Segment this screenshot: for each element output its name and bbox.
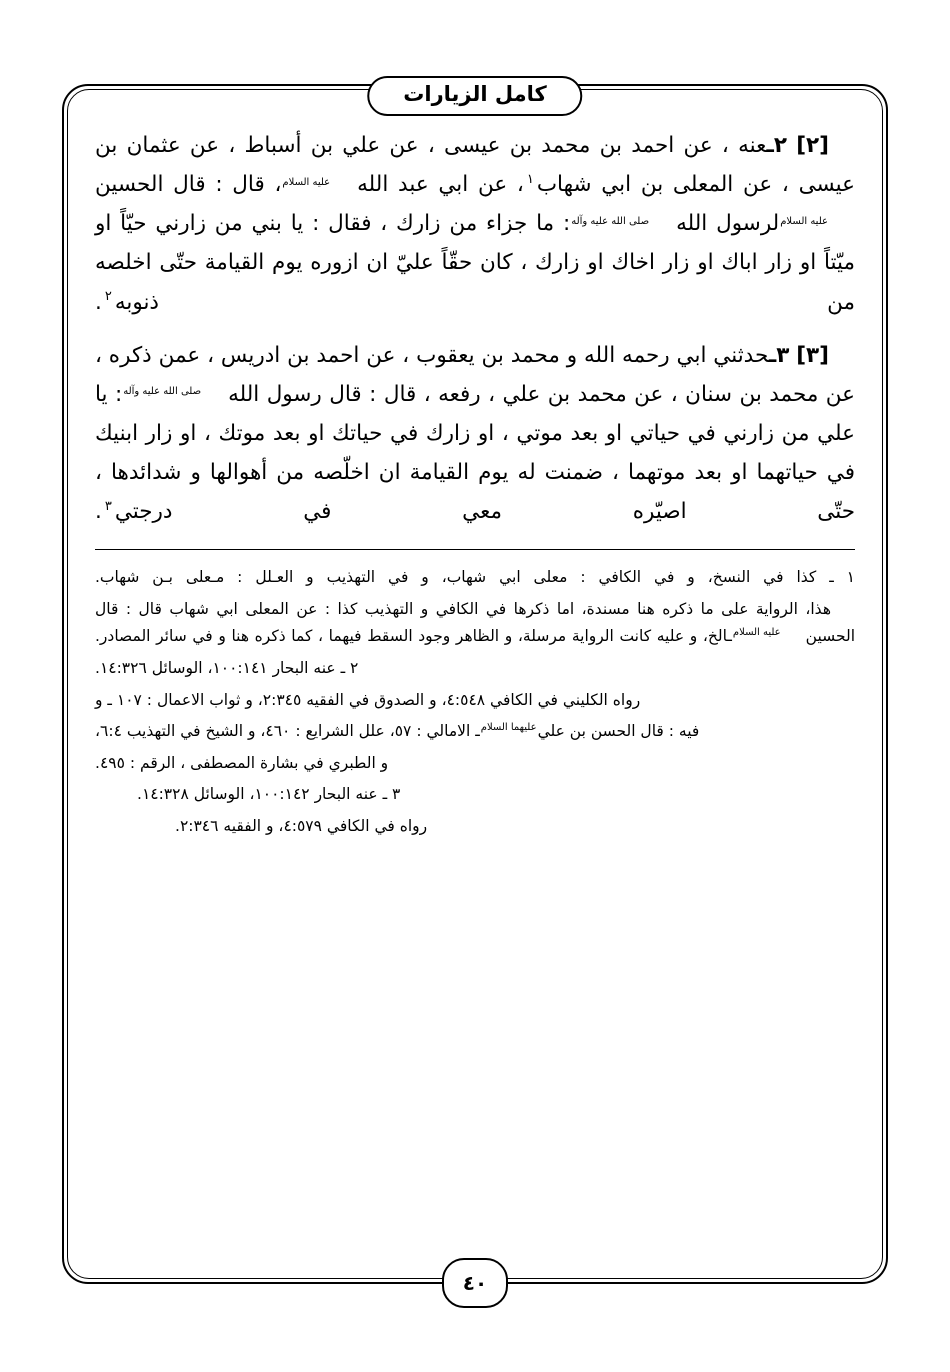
hadith-isnad-text-2: ، عن ابي عبد الله	[357, 172, 524, 198]
main-text-body	[95, 126, 855, 531]
honorific-sallallahu-icon: صلى الله عليه وآله	[123, 386, 202, 398]
footnote-item	[95, 596, 855, 651]
hadith-dash: ـ	[766, 133, 774, 158]
honorific-alayhi-salam-icon: عليه السلام	[732, 626, 781, 638]
honorific-alayhi-salam-icon-2: عليه السلام	[780, 215, 828, 227]
hadith-bracket-number: [٢]	[796, 133, 829, 158]
footnote-marker-2: ٢	[104, 289, 112, 305]
honorific-sallallahu-icon: صلى الله عليه وآله	[571, 215, 650, 227]
footnote-comment-text-b: ـالخ، و عليه كانت الرواية مرسلة، و الظاهر وجود السقط فيهما ، كما ذكره هنا و في سائر المصادر.	[95, 627, 732, 646]
hadith-matn-text-1: : يا علي من زارني في حياتي او بعد موتي ، او زارك في حياتك او بعد موتك ، او زار ابنيك في حياتهما او بعد موتهما ، ضمنت له يوم القيامة ان اخلّصه من أهوالها و شدائدها ، حتّى اصيّره معي في درجتي	[95, 381, 855, 525]
footnote-ref-text-a: فيه : قال الحسن بن علي	[537, 722, 700, 741]
hadith-isnad-text: عنه ، عن احمد بن محمد بن عيسى ، عن علي بن أسباط ، عن عثمان بن عيسى ، عن المعلى بن ابي شهاب	[95, 133, 855, 198]
hadith-terminator: .	[95, 499, 102, 525]
footnote-section	[95, 564, 855, 840]
page-number: ٤٠	[462, 1271, 488, 1295]
footnote-item: ٣ ـ عنه البحار ١٠٠:١٤٢، الوسائل ١٤:٣٢٨.	[137, 785, 401, 804]
footnote-marker-1: ١	[526, 171, 534, 187]
footnote-item: ٢ ـ عنه البحار ١٠٠:١٤١، الوسائل ١٤:٣٢٦.	[95, 658, 359, 677]
page-content	[95, 126, 855, 1246]
footnote-comment-text-a: هذا، الرواية على ما ذكره هنا مسندة، اما ذكرها في الكافي و التهذيب كذا : عن المعلى ابي شهاب قال : قال الحسين	[95, 599, 855, 646]
hadith-sequence-number: ٢	[773, 133, 787, 158]
footnote-marker-3: ٣	[104, 498, 112, 514]
footnote-item: رواه في الكافي ٤:٥٧٩، و الفقيه ٢:٣٤٦.	[175, 816, 428, 835]
hadith-isnad-text-3: ، قال : قال الحسين	[95, 172, 282, 198]
footnote-item	[95, 718, 855, 746]
footnote-ref-text-b: ـ الامالي : ٥٧، علل الشرايع : ٤٦٠، و الشيخ في التهذيب ٦:٤،	[95, 722, 480, 741]
hadith-dash: ـ	[768, 342, 777, 368]
footnote-item: ١ ـ كذا في النسخ، و في الكافي : معلى ابي شهاب، و في التهذيب و العـلل : مـعلى بـن شهاب.	[95, 568, 855, 587]
hadith-sequence-number: ٣	[776, 342, 790, 368]
hadith-bracket-number: [٣]	[796, 342, 829, 368]
footnote-item: رواه الكليني في الكافي ٤:٥٤٨، و الصدوق في الفقيه ٢:٣٤٥، و ثواب الاعمال : ١٠٧ ـ و	[95, 690, 641, 709]
book-title: كامل الزيارات	[403, 82, 547, 106]
footnote-item: و الطبري في بشارة المصطفى ، الرقم : ٤٩٥.	[95, 753, 389, 772]
page-number-cartouche	[442, 1258, 508, 1308]
hadith-matn-text-2: : ما جزاء من زارك ، فقال : يا بني من زارني حيّاً او ميّتاً او زار اباك او زار اخاك او زارك ، كان حقّاً عليّ ان ازوره يوم القيامة حتّى اخلصه من ذنوبه	[95, 211, 855, 315]
hadith-entry	[95, 336, 855, 532]
honorific-alayhima-salam-icon: عليهما السلام	[480, 721, 537, 733]
running-head-cartouche	[367, 76, 582, 116]
hadith-entry	[95, 126, 855, 322]
hadith-isnad-text: حدثني ابي رحمه الله و محمد بن يعقوب ، عن احمد بن ادريس ، عمن ذكره ، عن محمد بن سنان ، عن محمد بن علي ، رفعه ، قال : قال رسول الله	[95, 342, 855, 407]
footnote-separator-rule	[95, 549, 855, 550]
hadith-matn-text-1: لرسول الله	[676, 211, 780, 237]
honorific-alayhi-salam-icon: عليه السلام	[282, 176, 331, 188]
hadith-terminator: .	[95, 289, 102, 315]
